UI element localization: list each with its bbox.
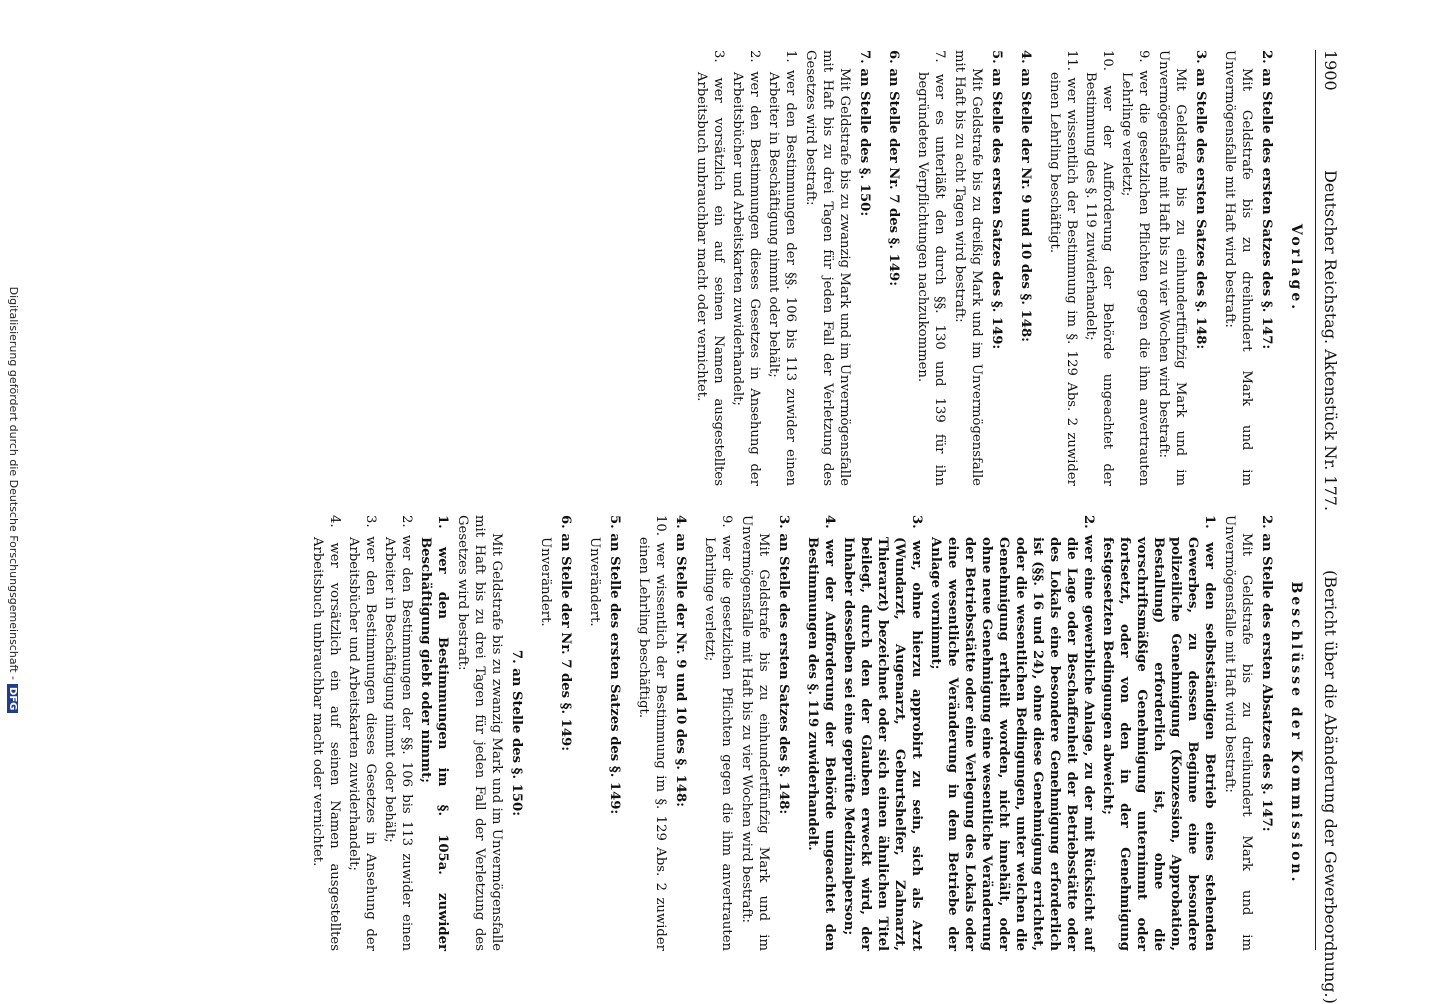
list-item: 10. wer der Aufforderung der Behörde ungeachtet der Bestimmung des §. 119 zuwiderhandelt; — [1083, 50, 1115, 486]
section-heading: 3. an Stelle des ersten Satzes des §. 148: — [1193, 50, 1208, 350]
paragraph: Mit Geldstrafe bis zu dreihundert Mark und im Unvermögensfalle mit Haft wird bestraft: — [1222, 515, 1254, 951]
section-heading: 5. an Stelle des ersten Satzes des §. 149: — [607, 515, 622, 815]
list-item: 3. wer den Bestimmungen dieses Gesetzes in Ansehung der Arbeitsbücher und Arbeitskarten zuwiderhandelt; — [346, 515, 378, 951]
list-item: 4. wer vorsätzlich ein auf seinen Namen ausgestelltes Arbeitsbuch unbrauchbar macht oder vernichtet. — [310, 515, 342, 951]
list-item: 3. wer vorsätzlich ein auf seinen Namen ausgestelltes Arbeitsbuch unbrauchbar macht oder vernichtet. — [694, 50, 726, 486]
column-heading-vorlage: Vorlage. — [1288, 223, 1304, 313]
document-subtitle: (Bericht über die Abänderung der Gewerbeordnung.) — [1321, 570, 1340, 1004]
column-heading-beschluesse: Beschlüsse der Kommission. — [1288, 581, 1304, 885]
note-text: Unverändert. — [587, 537, 602, 627]
section-heading: 3. an Stelle des ersten Satzes des §. 148: — [776, 515, 791, 815]
paragraph: Mit Geldstrafe bis zu dreißig Mark und im Unvermögensfalle mit Haft bis zu acht Tagen wird bestraft: — [952, 50, 984, 486]
list-item: 2. wer eine gewerbliche Anlage, zu der mit Rücksicht auf die Lage oder Beschaffenheit der Betriebsstätte oder des Lokals eine besondere Genehmigung erforderlich ist (§§. 16 und 24), ohne diese Genehmigung errichtet, oder die wesentlichen Bedingungen, unter welchen die Genehmigung ertheilt worden, nicht innehält, oder ohne neue Genehmigung eine wesentliche Veränderung der Betriebsstätte oder eine Verlegung des Lokals oder eine wesentliche Veränderung in dem Betriebe der Anlage vornimmt; — [928, 515, 1096, 951]
section-heading: 2. an Stelle des ersten Absatzes des §. 147: — [1259, 515, 1274, 832]
list-item: 9. wer die gesetzlichen Pflichten gegen die ihm anvertrauten Lehrlinge verletzt; — [702, 515, 734, 951]
column-beschluesse — [307, 515, 1304, 951]
paragraph: Mit Geldstrafe bis zu zwanzig Mark und im Unvermögensfalle mit Haft bis zu drei Tagen für jeden Fall der Verletzung des Gesetzes wird bestraft: — [803, 50, 852, 486]
list-item: 11. wer wissentlich der Bestimmung im §. 129 Abs. 2 zuwider einen Lehrling beschäftigt. — [1047, 50, 1079, 486]
list-item: 9. wer die gesetzlichen Pflichten gegen die ihm anvertrauten Lehrlinge verletzt; — [1119, 50, 1151, 486]
list-item: 3. wer, ohne hierzu approbirt zu sein, sich als Arzt (Wundarzt, Augenarzt, Geburtshelfer, Zahnarzt, Thierarzt) bezeichnet oder sich einen ähnlichen Titel beilegt, durch den der Glauben erweckt wird, der Inhaber desselben sei eine geprüfte Medizinalperson; — [841, 515, 924, 951]
note-text: Unverändert. — [538, 537, 553, 627]
page-header — [1316, 50, 1340, 1004]
header-rule — [1315, 50, 1316, 950]
column-vorlage — [691, 50, 1304, 486]
section-heading: 6. an Stelle der Nr. 7 des §. 149: — [886, 50, 901, 287]
list-item: 1. wer den selbstständigen Betrieb eines stehenden Gewerbes, zu dessen Beginne eine besondere polizeiliche Genehmigung (Konzession, Approbation, Bestallung) erforderlich ist, ohne die vorschriftsmäßige Genehmigung unternimmt oder fortsetzt, oder von den in der Genehmigung festgesetzten Bedingungen abweicht; — [1100, 515, 1217, 951]
section-heading: 7. an Stelle des §. 150: — [509, 649, 524, 817]
section-heading: 7. an Stelle des §. 150: — [857, 50, 872, 217]
column-body-vorlage — [693, 50, 1275, 486]
paragraph: Mit Geldstrafe bis zu einhundertfünfzig Mark und im Unvermögensfalle mit Haft bis zu vier Wochen wird bestraft: — [1156, 50, 1188, 486]
page-number: 1900 — [1321, 50, 1340, 91]
column-body-beschluesse — [309, 515, 1275, 951]
section-heading: 4. an Stelle der Nr. 9 und 10 des §. 148: — [1018, 50, 1033, 343]
list-item: 2. wer den Bestimmungen der §§. 106 bis 113 zuwider einen Arbeiter in Beschäftigung nimmt oder behält; — [382, 515, 414, 951]
footer-text: Digitalisierung gefördert durch die Deutsche Forschungsgemeinschaft - — [7, 286, 20, 681]
section-heading: 6. an Stelle der Nr. 7 des §. 149: — [558, 515, 573, 752]
paragraph: Mit Geldstrafe bis zu einhundertfünfzig Mark und im Unvermögensfalle mit Haft bis zu vier Wochen wird bestraft: — [739, 515, 771, 951]
list-item: 7. wer es unterläßt den durch §§. 130 und 139 für ihn begründeten Verpflichtungen nachzukommen. — [915, 50, 947, 486]
list-item: 2. wer den Bestimmungen dieses Gesetzes in Ansehung der Arbeitsbücher und Arbeitskarten zuwiderhandelt; — [730, 50, 762, 486]
paragraph: Mit Geldstrafe bis zu dreihundert Mark und im Unvermögensfalle mit Haft wird bestraft: — [1222, 50, 1254, 486]
list-item: 1. wer den Bestimmungen im §. 105a. zuwider Beschäftigung giebt oder nimmt; — [418, 515, 450, 951]
digitization-footer — [7, 0, 20, 1000]
document-title: Deutscher Reichstag. Aktenstück Nr. 177. — [1321, 170, 1340, 512]
section-heading: 2. an Stelle des ersten Satzes des §. 147: — [1259, 50, 1274, 350]
list-item: 4. wer der Aufforderung der Behörde ungeachtet den Bestimmungen des §. 119 zuwiderhandelt. — [805, 515, 837, 951]
section-heading: 5. an Stelle des ersten Satzes des §. 149: — [989, 50, 1004, 350]
list-item: 10. wer wissentlich der Bestimmung im §. 129 Abs. 2 zuwider einen Lehrling beschäftigt. — [636, 515, 668, 951]
section-heading: 4. an Stelle der Nr. 9 und 10 des §. 148: — [673, 515, 688, 808]
dfg-logo: DFG — [7, 684, 18, 713]
list-item: 1. wer den Bestimmungen der §§. 106 bis 113 zuwider einen Arbeiter in Beschäftigung nimmt oder behält; — [766, 50, 798, 486]
paragraph: Mit Geldstrafe bis zu zwanzig Mark und im Unvermögensfalle mit Haft bis zu drei Tagen für jeden Fall der Verletzung des Gesetzes wird bestraft: — [455, 515, 504, 951]
